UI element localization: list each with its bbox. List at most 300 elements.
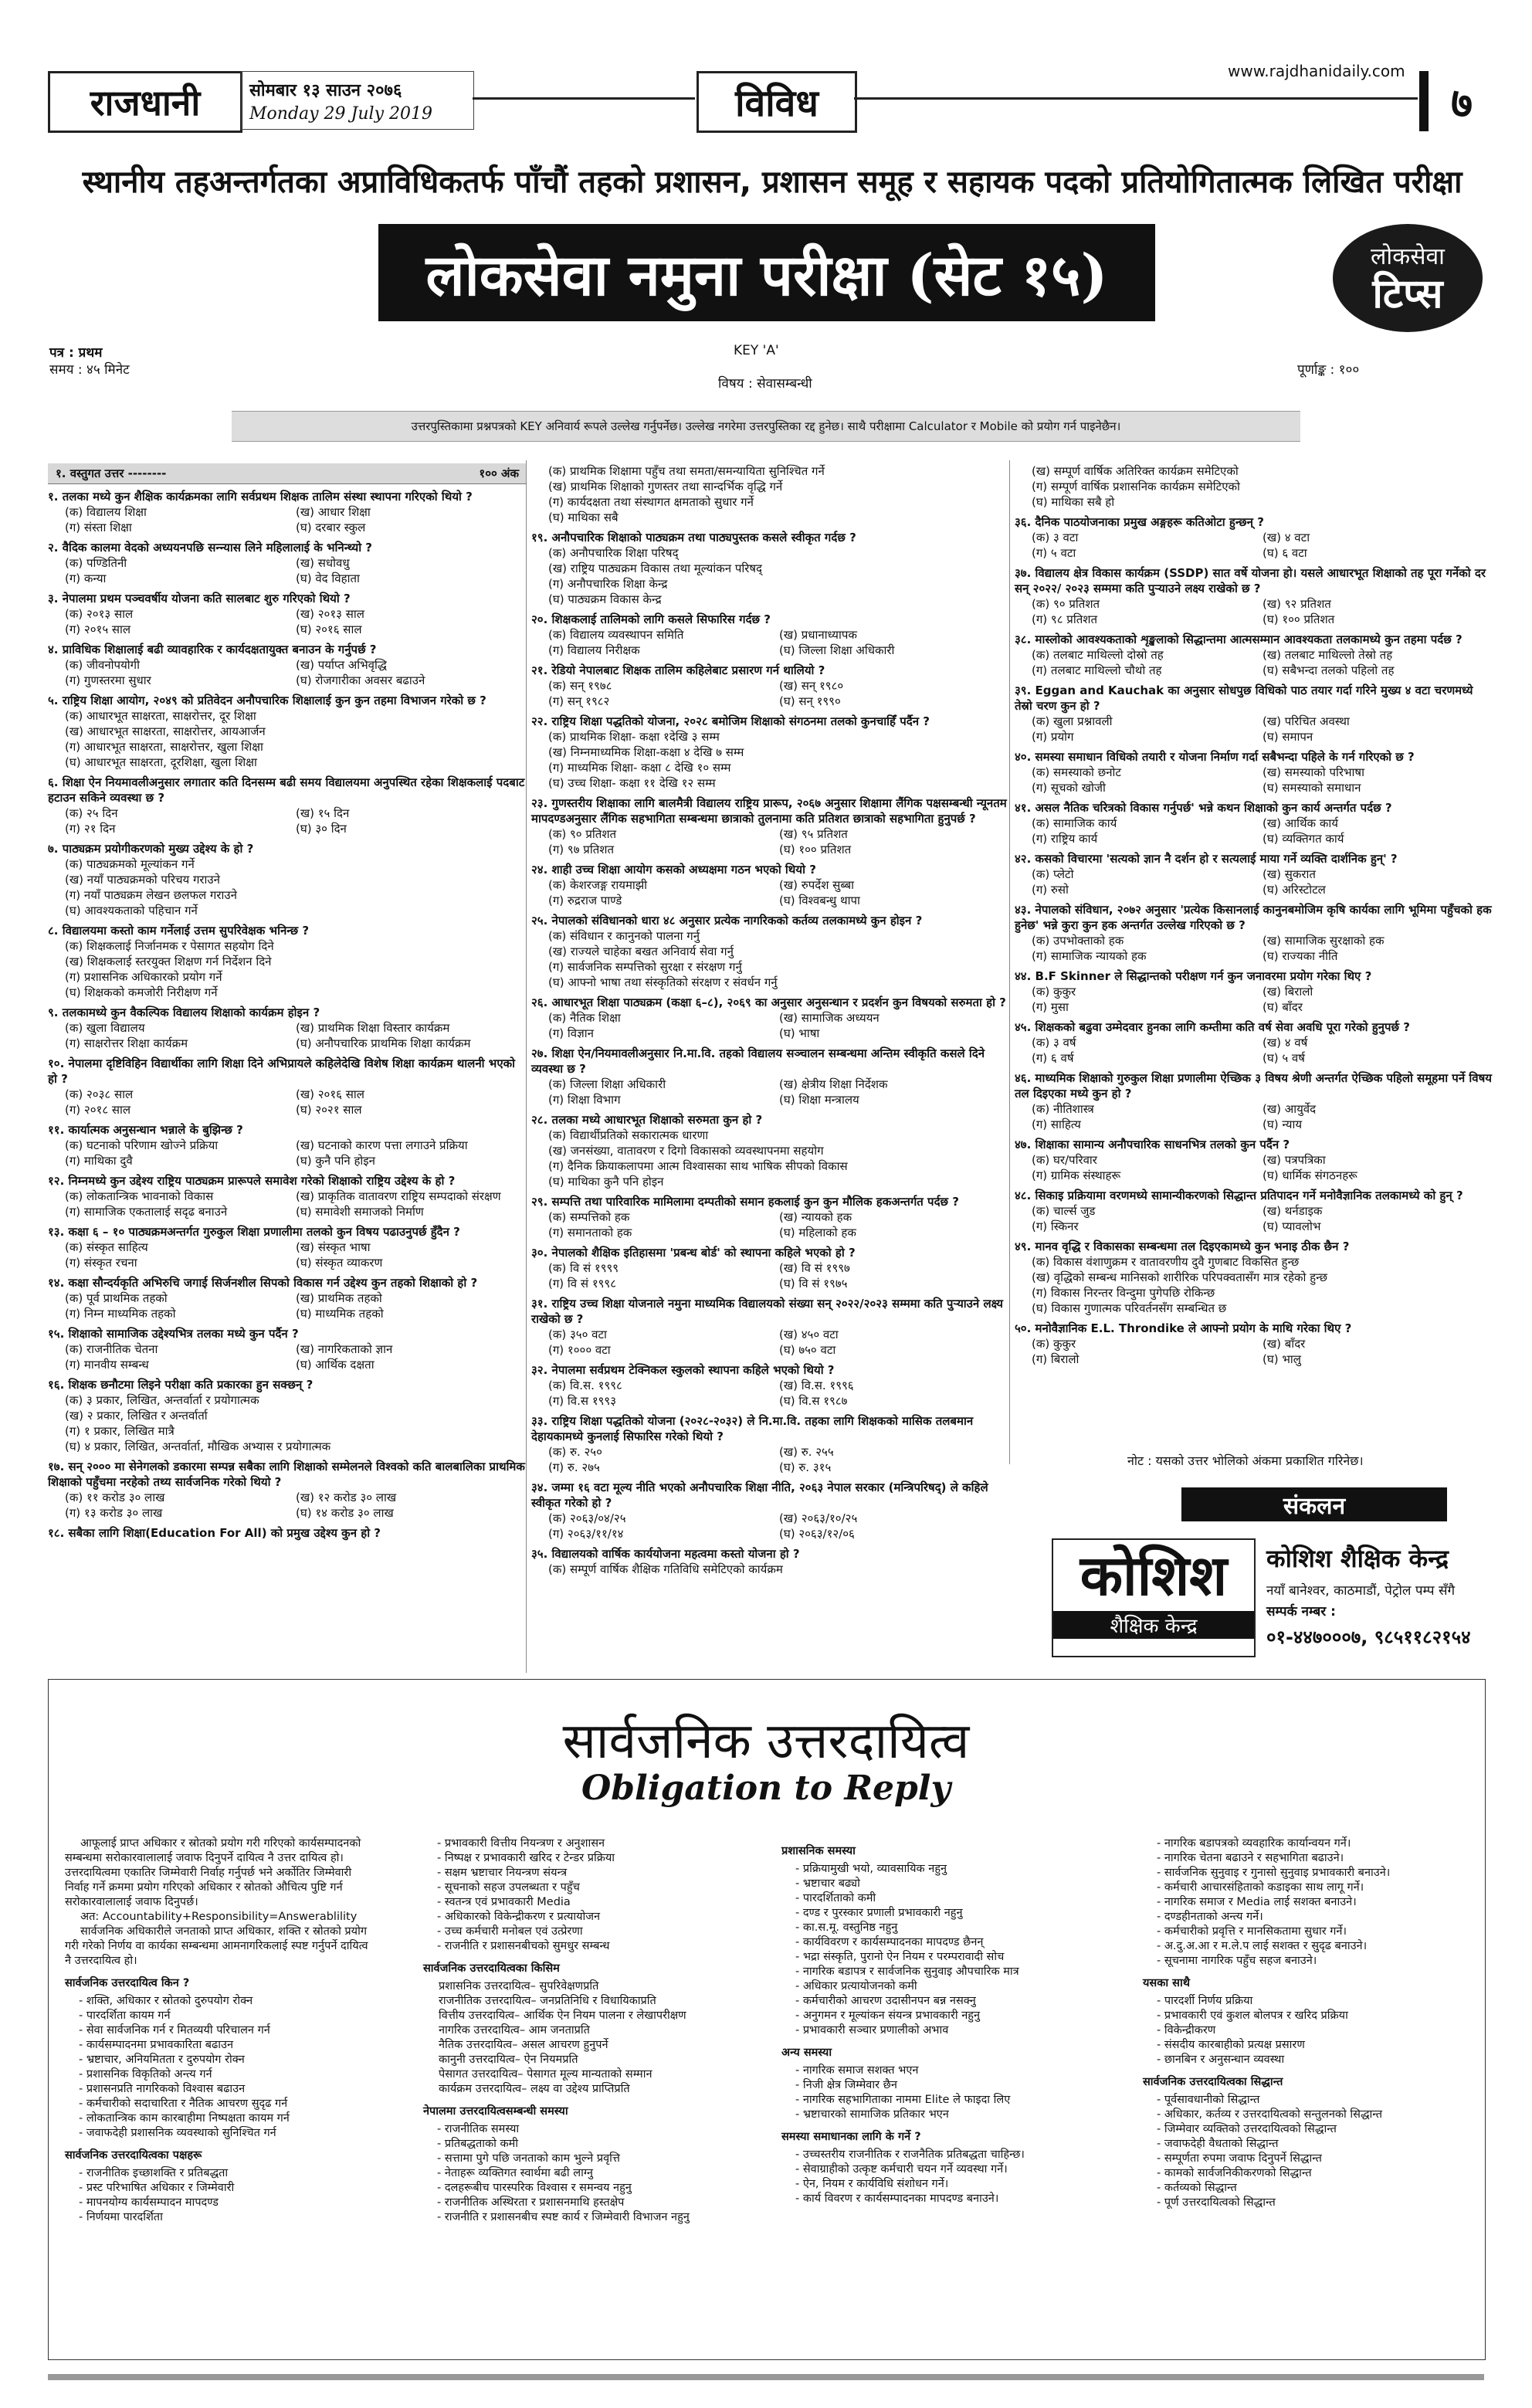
question-text: ४. प्राविधिक शिक्षालाई बढी व्यावहारिक र कार्यदक्षतायुक्त बनाउन के गर्नुपर्छ ? [48,643,377,656]
option-text: (क) लोकतान्त्रिक भावनाको विकास [65,1189,214,1203]
option-row [531,893,1010,908]
koshish-logo [1052,1538,1256,1657]
option-row [1015,596,1493,612]
option-text: (ग) २०१८ साल [65,1103,131,1117]
option-row [1015,1050,1493,1066]
option-text: (घ) २०१६ साल [296,622,362,636]
option-text: (घ) रु. ३१५ [779,1460,832,1474]
option-row [1015,1270,1493,1285]
option-text: (क) राजनीतिक चेतना [65,1342,158,1356]
option-row [48,504,527,520]
obligation-paragraph: अत: Accountability+Responsibility=Answerablility [80,1911,358,1923]
option-text: (ग) स्किनर [1032,1219,1079,1233]
option-row [48,985,527,1000]
question-text: ३२. नेपालमा सर्वप्रथम टेक्निकल स्कुलको स्थापना कहिले भएको थियो ? [531,1363,835,1377]
option-row [531,561,1010,576]
obligation-list-item: - दण्ड र पुरस्कार प्रणाली प्रभावकारी नहुनु [795,1907,963,1919]
option-text: (ख) शिक्षकलाई स्तरयुक्त शिक्षण गर्न निर्देशन दिने [65,955,272,968]
obligation-list-item: - लोकतान्त्रिक काम कारबाहीमा निष्पक्षता कायम गर्न [79,2112,290,2125]
obligation-list-item: - जिम्मेवार व्यक्तिको उत्तरदायित्वको सिद्धान्त [1157,2123,1337,2135]
obligation-list-item: - राजनीति र प्रशासनबीच स्पष्ट कार्य र जिम्मेवारी विभाजन नहुनु [437,2211,690,2223]
option-text: (ग) रुसो [1032,883,1069,897]
option-text: (घ) ३० दिन [296,822,347,836]
option-row [531,729,1010,744]
option-text: (घ) ६ वटा [1263,546,1307,560]
koshish-address: नयाँ बानेश्वर, काठमाडौं, पेट्रोल पम्प सँगै [1266,1583,1456,1599]
option-row [48,1306,527,1321]
obligation-paragraph: आफूलाई प्राप्त अधिकार र स्रोतको प्रयोग गरी गरिएको कार्यसम्पादनको सम्बन्धमा सरोकारवालालाई जवाफ दिनुपर्ने दायित्व नै उत्तर दायित्व हो। उत्तरदायित्वमा एकातिर जिम्मेवारी निर्वाह गर्नुपर्छ भने अर्कोतिर जिम्मेवारी निर्वाह गर्ने क्रममा प्रयोग गरिएको अधिकार र स्रोतको औचित्य पुष्टि गर्न सरोकारवालालाई जवाफ दिनुपर्छ। [65,1837,361,1908]
section-head-label: १. वस्तुगत उत्तर -------- [56,466,167,480]
question-text: २. वैदिक कालमा वेदको अध्ययनपछि सन्न्यास लिने महिलालाई के भनिन्थ्यो ? [48,541,373,555]
obligation-subheading: नेपालमा उत्तरदायित्वसम्बन्धी समस्या [423,2105,568,2118]
option-text: (ग) १ प्रकार, लिखित मात्रै [65,1424,175,1438]
option-row [48,1357,527,1372]
obligation-list-item: - सत्तामा पुगे पछि जनताको काम भुल्ने प्रवृत्ति [437,2152,620,2165]
obligation-subheading: यसका साथै [1143,1977,1190,1989]
option-text: (ख) वि सं १९९७ [779,1261,850,1275]
question-text: २८. तलका मध्ये आधारभूत शिक्षाको सरुमता कुन हो ? [531,1113,763,1127]
obligation-list-item: - निष्पक्ष र प्रभावकारी खरिद र टेन्डर प्रक्रिया [437,1852,615,1864]
option-text: (क) ३ वर्ष [1032,1036,1076,1050]
option-row [1015,1301,1493,1316]
banner-title: लोकसेवा नमुना परीक्षा (सेट १५) [378,224,1155,321]
obligation-list-item: - भ्रष्टाचार बढ्यो [795,1877,860,1890]
obligation-list-item: - राजनीतिक इच्छाशक्ति र प्रतिबद्धता [79,2167,229,2179]
option-text: (ग) सूचको खोजी [1032,781,1106,795]
option-text: (क) समस्याको छनोट [1032,765,1121,779]
obligation-list-item: - सूचनामा नागरिक पहुँच सहज बनाउने। [1157,1955,1317,1967]
option-text: (घ) ५ वर्ष [1263,1051,1305,1065]
option-text: (ख) घटनाको कारण पत्ता लगाउने प्रक्रिया [296,1138,468,1152]
obligation-list-item: - नागरिक समाज सशक्त भएन [795,2064,919,2077]
option-text: (क) खुला विद्यालय [65,1021,145,1035]
option-row [48,1423,527,1439]
option-text: (ख) थर्नडाइक [1263,1204,1323,1218]
question-text: ४९. मानव वृद्धि र विकासका सम्बन्धमा तल दिइएकामध्ये कुन भनाइ ठीक छैन ? [1015,1240,1350,1253]
obligation-list-item: - प्रभावकारी एवं कुशल बोलपत्र र खरिद प्रक्रिया [1157,2009,1348,2022]
column-divider [526,460,527,1673]
option-text: (ख) बिरालो [1263,985,1313,999]
option-text: (घ) २०६३/१२/०६ [779,1527,855,1541]
option-text: (ग) माध्यमिक शिक्षा- कक्षा ८ देखि १० सम्म [548,761,731,775]
option-row [531,975,1010,990]
option-row [48,1138,527,1153]
option-row [48,555,527,571]
obligation-list-item: - प्रशासनिक विकृतिको अन्त्य गर्न [79,2068,212,2081]
column-divider [1009,460,1010,1464]
obligation-list-item: - नागरिक चेतना बढाउने र सहभागिता बढाउने। [1157,1852,1344,1864]
option-text: (ग) १००० वटा [548,1343,611,1357]
koshish-name: कोशिश शैक्षिक केन्द्र [1266,1544,1449,1573]
option-text: (क) सम्पूर्ण वार्षिक शैक्षिक गतिविधि समेटिएको कार्यक्रम [548,1562,783,1576]
obligation-list-item: - अ.दु.अ.आ र म.ले.प लाई सशक्त र सुदृढ बनाउने। [1157,1940,1368,1952]
question-text: ९. तलकामध्ये कुन वैकल्पिक विद्यालय शिक्षाको कार्यक्रम होइन ? [48,1006,320,1019]
obligation-column-1 [65,1837,374,2225]
obligation-list-item: - का.स.मू. वस्तुनिष्ठ नहुनु [795,1921,898,1934]
option-text: (ग) संस्ता शिक्षा [65,521,132,534]
obligation-list-item: - कामको सार्वजनिकीकरणको सिद्धान्त [1157,2167,1312,2179]
option-text: (क) ३ प्रकार, लिखित, अन्तर्वार्ता र प्रयोगात्मक [65,1393,259,1407]
option-row [1015,479,1493,494]
website-url[interactable]: www.rajdhanidaily.com [1228,62,1405,80]
question-text: २७. शिक्षा ऐन/नियमावलीअनुसार नि.मा.वि. तहको विद्यालय सञ्चालन सम्बन्धमा अन्तिम स्वीकृति कसले दिने व्यवस्था छ ? [531,1046,985,1076]
obligation-list-item: - प्रभावकारी सञ्चार प्रणालीको अभाव [795,2024,949,2037]
option-text: (ख) आधारभूत साक्षरता, साक्षरोत्तर, आयआर्जन [65,724,266,738]
obligation-list-item: - सूचनाको सहज उपलब्धता र पहुँच [437,1881,580,1894]
obligation-list-item: - सेवा सार्वजनिक गर्न र मितव्ययी परिचालन गर्न [79,2024,270,2037]
question-column-2 [531,463,1010,1577]
option-text: (ख) परिचित अवस्था [1263,714,1350,728]
option-text: (ख) २०६३/१०/२५ [779,1511,858,1525]
option-text: (क) तलबाट माथिल्लो दोस्रो तह [1032,648,1164,662]
option-text: (घ) आवश्यकताको पहिचान गर्ने [65,904,198,917]
option-text: (ग) अनौपचारिक शिक्षा केन्द्र [548,577,668,591]
option-text: (ख) निम्नमाध्यमिक शिक्षा-कक्षा ४ देखि ७ सम्म [548,745,744,759]
option-text: (क) विद्यालय व्यवस्थापन समिति [548,628,684,642]
option-text: (क) ९० प्रतिशत [548,827,617,841]
obligation-list-item: - शक्ति, अधिकार र स्रोतको दुरुपयोग रोक्न [79,1995,253,2007]
option-row [1015,714,1493,729]
option-row [48,954,527,969]
question-text: ४६. माध्यमिक शिक्षाको गुरुकुल शिक्षा प्रणालीमा ऐच्छिक ३ विषय श्रेणी अन्तर्गत ऐच्छिक पहिलो समूहमा पर्ने विषय तल दिइएका मध्ये कुन हो ? [1015,1071,1492,1101]
option-text: (क) २०६३/०४/२५ [548,1511,626,1525]
question-text: ४०. समस्या समाधान विधिको तयारी र योजना निर्माण गर्दा सबैभन्दा पहिले के गर्न गरिएको छ ? [1015,750,1415,764]
option-row [531,928,1010,944]
option-row [531,479,1010,494]
option-row [48,606,527,622]
tips-badge [1333,224,1483,332]
question-text: ६. शिक्षा ऐन नियमावलीअनुसार लगातार कति दिनसम्म बढी समय विद्यालयमा अनुपस्थित रहेका शिक्षकलाई पदबाट हटाउन सकिने व्यवस्था छ ? [48,775,525,805]
option-text: (ख) नागरिकताको ज्ञान [296,1342,393,1356]
option-row [1015,663,1493,678]
option-row [1015,1152,1493,1168]
option-row [531,576,1010,592]
option-row [531,1158,1010,1174]
question-text: ३७. विद्यालय क्षेत्र विकास कार्यक्रम (SSDP) सात वर्षे योजना हो। यसले आधारभूत शिक्षाको तह पूरा गर्नेको दर सन् २०२२/ २०२३ सम्ममा कति पुऱ्याउने लक्ष्य राखेको छ ? [1015,566,1486,595]
option-text: (घ) विश्वबन्धु थापा [779,894,860,907]
question-text: ४५. शिक्षकको बढुवा उम्मेदवार हुनका लागि कम्तीमा कति वर्ष सेवा अवधि पूरा गरेको हुनुपर्छ ? [1015,1020,1410,1034]
paper-name: राजधानी [48,71,242,133]
option-text: (ख) जनसंख्या, वातावरण र दिगो विकासको व्यवस्थापनमा सहयोग [548,1144,824,1158]
option-text: (ख) पत्रपत्रिका [1263,1153,1326,1167]
option-text: (ख) आधार शिक्षा [296,505,371,519]
compiled-by-label: संकलन [1181,1487,1447,1521]
option-row [48,1036,527,1051]
option-row [1015,463,1493,479]
option-text: (घ) भाषा [779,1026,820,1040]
option-row [531,643,1010,658]
option-row [531,494,1010,510]
option-text: (क) नैतिक शिक्षा [548,1011,621,1025]
option-row [531,510,1010,525]
option-row [1015,1035,1493,1050]
option-text: (घ) समापन [1263,730,1313,744]
section-head-marks: १०० अंक [479,466,519,480]
option-row [48,1490,527,1505]
obligation-list-item: - सेवाग्राहीको उत्कृष्ट कर्मचारी चयन गर्ने व्यवस्था गर्ने। [795,2163,1008,2176]
obligation-list-item: - कर्मचारी आचारसंहिताको कडाइका साथ लागू गर्ने। [1157,1881,1364,1894]
option-text: (ग) सम्पूर्ण वार्षिक प्रशासनिक कार्यक्रम समेटिएको [1032,480,1240,493]
obligation-list-item: - नागरिक समाज र Media लाई सशक्त बनाउने। [1157,1896,1357,1908]
option-text: (ख) सुकरात [1263,867,1316,881]
obligation-list-item: - प्रशासनप्रति नागरिकको विश्वास बढाउन [79,2083,246,2095]
question-text: ११. कार्यात्मक अनुसन्धान भन्नाले के बुझिन्छ ? [48,1123,243,1137]
option-text: (ख) प्रधानाध्यापक [779,628,857,642]
option-row [531,1393,1010,1409]
option-text: (ग) ९८ प्रतिशत [1032,612,1098,626]
question-text: ८. विद्यालयमा कस्तो काम गर्नेलाई उत्तम सुपरिवेक्षक भनिन्छ ? [48,924,310,938]
obligation-subheading: सार्वजनिक उत्तरदायित्वका किसिम [423,1962,560,1975]
question-text: २४. शाही उच्च शिक्षा आयोग कसको अध्यक्षमा गठन भएको थियो ? [531,863,816,877]
obligation-list-item: - निर्णयमा पारदर्शिता [79,2211,163,2223]
option-text: (ग) ९७ प्रतिशत [548,843,615,856]
koshish-info [1266,1541,1490,1650]
obligation-subheading: समस्या समाधानका लागि के गर्ने ? [781,2131,921,2143]
obligation-column-3 [781,1837,1090,2206]
option-row [1015,984,1493,999]
option-text: (ग) नयाँ पाठ्यक्रम लेखन छलफल गराउने [65,888,237,902]
option-row [48,1255,527,1270]
obligation-list-item: - विकेन्द्रीकरण [1157,2024,1216,2037]
option-text: (घ) न्याय [1263,1118,1303,1131]
option-row [1015,612,1493,627]
option-text: (घ) माथिका कुनै पनि होइन [548,1175,664,1189]
option-text: (घ) समस्याको समाधान [1263,781,1361,795]
option-text: (ग) वि सं १९९८ [548,1277,617,1290]
option-row [531,877,1010,893]
question-text: ४३. नेपालको संविधान, २०७२ अनुसार 'प्रत्येक किसानलाई कानुनबमोजिम कृषि कार्यका लागि भूमिमा पहुँचको हक हुनेछ' भन्ने कुरा कुन हक अन्तर्गत उल्लेख गरिएको छ ? [1015,903,1492,932]
option-row [531,592,1010,607]
option-text: (ख) आर्थिक कार्य [1263,816,1338,830]
option-text: (ख) राज्यले चाहेका बखत अनिवार्य सेवा गर्नु [548,945,734,958]
option-row [531,1342,1010,1358]
option-row [531,1077,1010,1092]
option-text: (ग) २०१५ साल [65,622,131,636]
question-text: ३६. दैनिक पाठयोजनाका प्रमुख अङ्गहरू कतिओटा हुन्छन् ? [1015,515,1264,529]
option-text: (क) सन् १९७८ [548,679,612,693]
option-text: (क) पण्डितिनी [65,556,127,570]
question-text: ४७. शिक्षाका सामान्य अनौपचारिक साधनभित्र तलको कुन पर्दैन ? [1015,1138,1290,1151]
section-head [48,463,527,484]
option-text: (घ) पाठ्यक्रम विकास केन्द्र [548,592,662,606]
option-row [48,1341,527,1357]
option-text: (क) विद्यार्थीप्रतिको सकारात्मक धारणा [548,1128,709,1142]
option-row [531,1092,1010,1107]
option-row [531,959,1010,975]
option-text: (घ) माथिका सबै हो [1032,495,1115,509]
option-row [531,1260,1010,1276]
option-row [531,1143,1010,1158]
option-row [531,1225,1010,1240]
option-row [48,938,527,954]
option-text: (ग) संस्कृत रचना [65,1256,137,1270]
option-row [531,1276,1010,1291]
option-row [1015,867,1493,882]
exam-notice: उत्तरपुस्तिकामा प्रश्नपत्रको KEY अनिवार्य रूपले उल्लेख गर्नुपर्नेछ। उल्लेख नगरेमा उत्तरपुस्तिका रद्द हुनेछ। साथै परीक्षामा Calculator र Mobile को प्रयोग गर्न पाइनेछैन। [232,411,1300,442]
option-text: (घ) उच्च शिक्षा- कक्षा ११ देखि १२ सम्म [548,776,716,790]
option-row [531,1128,1010,1143]
option-text: (घ) समावेशी समाजको निर्माण [296,1205,424,1219]
option-text: (क) ९० प्रतिशत [1032,597,1100,611]
obligation-list-item: - नागरिक बडापत्रको व्यवहारिक कार्यान्वयन गर्ने। [1157,1837,1351,1850]
obligation-column-4 [1143,1837,1452,2210]
option-row [48,724,527,739]
obligation-list-item: - जवाफदेही वैधताको सिद्धान्त [1157,2138,1279,2150]
obligation-list-item: - अधिकार प्रत्यायोजनको कमी [795,1980,917,1993]
option-row [531,826,1010,842]
option-text: (ख) न्यायको हक [779,1210,852,1224]
option-text: (ग) शिक्षा विभाग [548,1093,621,1107]
question-text: ४१. असल नैतिक चरित्रको विकास गर्नुपर्छ' भन्ने कथन शिक्षाको कुन कार्य अन्तर्गत पर्दछ ? [1015,801,1392,815]
obligation-list-item: - कर्मचारीको आचरण उदासीनपन बन्न नसक्नु [795,1995,976,2007]
option-text: (ख) प्राकृतिक वातावरण राष्ट्रिय सम्पदाको संरक्षण [296,1189,501,1203]
option-text: (घ) १४ करोड ३० लाख [296,1506,394,1520]
option-text: (ख) रु. २५५ [779,1445,834,1459]
obligation-subheading: प्रशासनिक समस्या [781,1845,856,1857]
option-row [1015,765,1493,780]
option-text: (ग) समानताको हक [548,1226,632,1240]
option-text: (घ) दरबार स्कुल [296,521,366,534]
option-text: (क) जीवनोपयोगी [65,658,140,672]
option-text: (ख) आयुर्वेद [1263,1102,1317,1116]
option-text: (ख) ९५ प्रतिशत [779,827,848,841]
option-text: (घ) संस्कृत व्याकरण [296,1256,383,1270]
option-text: (घ) माध्यमिक तहको [296,1307,384,1321]
question-text: ३. नेपालमा प्रथम पञ्चवर्षीय योजना कति सालबाट शुरु गरिएको थियो ? [48,592,351,605]
option-text: (घ) आधारभूत साक्षरता, दूरशिक्षा, खुला शिक्षा [65,755,257,769]
option-text: (ग) विज्ञान [548,1026,594,1040]
option-row [1015,816,1493,831]
option-text: (घ) आर्थिक दक्षता [296,1358,375,1372]
option-row [48,1020,527,1036]
option-row [531,760,1010,775]
option-row [48,520,527,535]
obligation-paragraph: सार्वजनिक अधिकारीले जनताको प्राप्त अधिकार, शक्ति र स्रोतको प्रयोग गरी गरेको निर्णय वा कार्यका सम्बन्धमा आमनागरिकलाई स्पष्ट गर्नुपर्ने दायित्व नै उत्तरदायित्व हो। [65,1925,368,1967]
option-text: (ख) ४५० वटा [779,1328,839,1341]
question-text: ४८. सिकाइ प्रक्रियामा वरणमध्ये सामान्यीकरणको सिद्धान्त प्रतिपादन गर्ने मनोवैज्ञानिक तलकामध्ये को हुन् ? [1015,1189,1463,1202]
option-text: (घ) बाँदर [1263,1000,1303,1014]
option-row [1015,1168,1493,1183]
option-text: (क) सम्पत्तिको हक [548,1210,630,1224]
option-text: (क) संस्कृत साहित्य [65,1240,148,1254]
option-text: (घ) कुनै पनि होइन [296,1154,375,1168]
option-text: (घ) प्यावलोभ [1263,1219,1321,1233]
option-text: (ग) माथिका दुवै [65,1154,133,1168]
option-row [48,1087,527,1102]
option-row [48,887,527,903]
obligation-list-item: - दण्डहीनताको अन्त्य गर्ने। [1157,1911,1263,1923]
question-text: ५. राष्ट्रिय शिक्षा आयोग, २०४९ को प्रतिवेदन अनौपचारिक शिक्षालाई कुन कुन तहमा विभाजन गरेको छ ? [48,694,486,707]
option-row [531,1562,1010,1577]
option-text: (ख) सामाजिक अध्ययन [779,1011,880,1025]
question-text: ७. पाठ्यक्रम प्रयोगीकरणको मुख्य उद्देश्य के हो ? [48,842,254,856]
obligation-column-2 [423,1837,732,2225]
exam-time: समय : ४५ मिनेट [49,362,130,378]
option-row [1015,1203,1493,1219]
option-text: (ख) बाँदर [1263,1337,1306,1351]
question-text: १४. कक्षा सौन्दर्यकृति अभिरुचि जगाई सिर्जनशील सिपको विकास गर्न उद्देश्य कुन तहको शिक्षाको हो ? [48,1276,478,1290]
option-text: (क) जिल्ला शिक्षा अधिकारी [548,1077,666,1091]
option-text: (क) सामाजिक कार्य [1032,816,1117,830]
question-text: १८. सबैका लागि शिक्षा(Education For All) को प्रमुख उद्देश्य कुन हो ? [48,1526,381,1540]
option-row [1015,999,1493,1015]
option-text: (ग) प्रयोग [1032,730,1074,744]
option-text: (घ) वेद विहाता [296,571,360,585]
obligation-list-item: - कर्मचारीको प्रवृत्ति र मानसिकतामा सुधार गर्ने। [1157,1925,1347,1938]
option-text: (घ) ४ प्रकार, लिखित, अन्तर्वार्ता, मौखिक अभ्यास र प्रयोगात्मक [65,1440,331,1453]
option-row [531,744,1010,760]
option-text: (ग) वि.स १९९३ [548,1394,617,1408]
option-text: (ग) निम्न माध्यमिक तहको [65,1307,176,1321]
option-row [1015,494,1493,510]
question-text: ३१. राष्ट्रिय उच्च शिक्षा योजनाले नमुना माध्यमिक विद्यालयको संख्या सन् २०२२/२०२३ सम्ममा कति पुऱ्याउने लक्ष्य राखेको छ ? [531,1297,1003,1326]
option-text: (ग) सार्वजनिक सम्पत्तिको सुरक्षा र संरक्षण गर्नु [548,960,742,974]
option-row [48,622,527,637]
option-text: (घ) विकास गुणात्मक परिवर्तनसँग सम्बन्धित छ [1032,1301,1227,1315]
obligation-list-item: - अधिकार, कर्तव्य र उत्तरदायित्वको सन्तुलनको सिद्धान्त [1157,2108,1383,2121]
option-text: (ग) दैनिक क्रियाकलापमा आत्म विश्वासका साथ भाषिक सीपको विकास [548,1159,848,1173]
obligation-subheading: अन्य समस्या [781,2047,832,2059]
question-text: ३०. नेपालको शैक्षिक इतिहासमा 'प्रबन्ध बोर्ड' को स्थापना कहिले भएको हो ? [531,1246,856,1260]
option-text: (ग) तलबाट माथिल्लो चौथो तह [1032,663,1162,677]
koshish-phone: ०१-४४७०००७, ९८५११८२१५४ [1266,1626,1471,1648]
question-text: २९. सम्पत्ति तथा पारिवारिक मामिलामा दम्पतीको समान हकलाई कुन कुन मौलिक हकअन्तर्गत पर्दछ ? [531,1195,959,1209]
option-row [531,1209,1010,1225]
question-text: २६. आधारभूत शिक्षा पाठ्यक्रम (कक्षा ६–८), २०६९ का अनुसार अनुसन्धान र प्रदर्शन कुन विषयको सरुमता हो ? [531,995,1006,1009]
option-text: (घ) व्यक्तिगत कार्य [1263,832,1344,846]
option-row [48,1153,527,1168]
option-row [1015,1336,1493,1352]
obligation-list-item: - कार्यविवरण र कार्यसम्पादनका मापदण्ड छैनन् [795,1936,984,1948]
option-text: (ख) २ प्रकार, लिखित र अन्तर्वार्ता [65,1409,208,1423]
option-row [1015,1254,1493,1270]
obligation-list-item: - पूर्वसावधानीको सिद्धान्त [1157,2094,1260,2106]
exam-key: KEY 'A' [734,343,779,358]
option-text: (ग) साहित्य [1032,1118,1081,1131]
option-row [48,571,527,586]
option-text: (घ) शिक्षकको कमजोरी निरीक्षण गर्ने [65,985,218,999]
option-text: (ख) २०१३ साल [296,607,364,621]
obligation-paragraph: कानुनी उत्तरदायित्व– ऐन नियमप्रति [439,2054,578,2066]
question-text: १५. शिक्षाको सामाजिक उद्देश्यभित्र तलका मध्ये कुन पर्दैन ? [48,1327,299,1341]
option-text: (ख) क्षेत्रीय शिक्षा निर्देशक [779,1077,888,1091]
question-text: १६. शिक्षक छनौटमा लिइने परीक्षा कति प्रकारका हुन सक्छन् ? [48,1378,314,1392]
option-row [531,627,1010,643]
option-text: (ख) वृद्धिको सम्बन्ध मानिसको शारीरिक परिपक्वतासँग मात्र रहेको हुन्छ [1032,1270,1327,1284]
question-text: १३. कक्षा ६ – १० पाठ्यक्रमअन्तर्गत गुरुकुल शिक्षा प्रणालीमा तलको कुन विषय पढाउनुपर्छ हुँदैन ? [48,1225,460,1239]
option-text: (ग) साक्षरोत्तर शिक्षा कार्यक्रम [65,1036,188,1050]
option-text: (घ) जिल्ला शिक्षा अधिकारी [779,643,895,657]
option-text: (ग) सामाजिक न्यायको हक [1032,949,1147,963]
obligation-list-item: - राजनीतिक समस्या [437,2123,520,2135]
tips-badge-line1: लोकसेवा [1371,243,1445,270]
obligation-list-item: - पारदर्शी निर्णय प्रक्रिया [1157,1995,1253,2007]
option-row [1015,1219,1493,1234]
option-row [531,1444,1010,1460]
obligation-list-item: - कर्मचारीको सदाचारिता र नैतिक आचरण सुदृढ गर्न [79,2098,288,2110]
option-text: (घ) धार्मिक संगठनहरू [1263,1168,1357,1182]
option-text: (घ) सन् १९९० [779,694,841,708]
exam-paper: पत्र : प्रथम [49,345,103,361]
option-text: (ख) रुपर्देश सुब्बा [779,878,855,892]
option-text: (ख) वि.स. १९९६ [779,1379,854,1392]
obligation-subheading: सार्वजनिक उत्तरदायित्वका सिद्धान्त [1143,2076,1283,2088]
option-row [531,545,1010,561]
option-row [48,755,527,770]
option-row [1015,1285,1493,1301]
option-row [1015,933,1493,948]
option-text: (घ) वि.स १९८७ [779,1394,848,1408]
